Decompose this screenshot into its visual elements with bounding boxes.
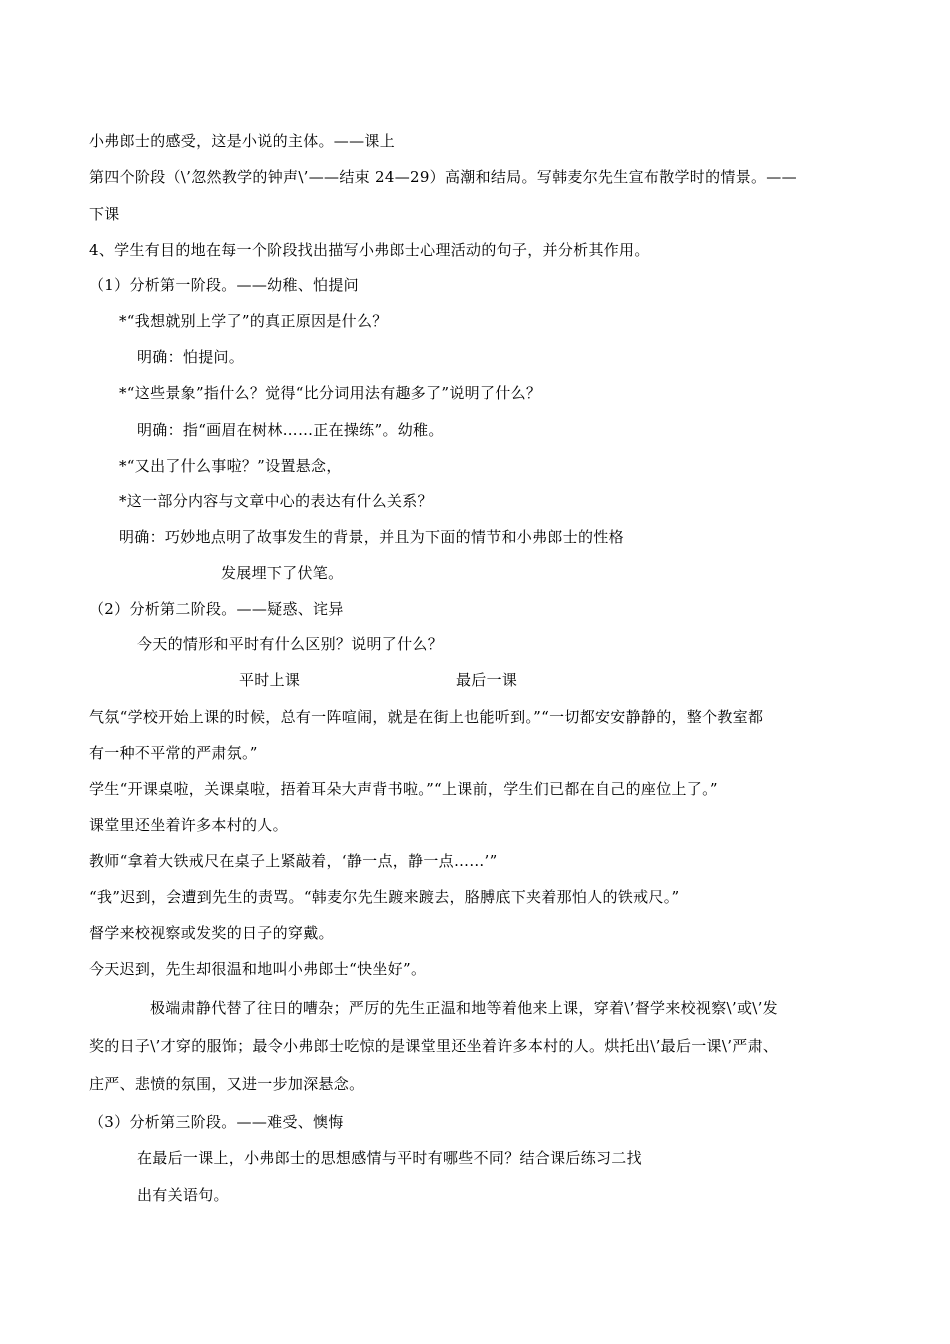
section-heading: （3）分析第三阶段。——难受、懊悔 [89,1113,344,1131]
question-line: *“我想就别上学了”的真正原因是什么？ [119,312,388,330]
comparison-row: 今天迟到，先生却很温和地叫小弗郎士“快坐好”。 [89,960,427,978]
comparison-row: 课堂里还坐着许多本村的人。 [89,816,288,834]
paragraph-line: 庄严、悲愤的氛围，又进一步加深悬念。 [89,1075,365,1093]
comparison-row: “我”迟到，会遭到先生的责骂。“韩麦尔先生踱来踱去，胳膊底下夹着那怕人的铁戒尺。” [89,888,680,906]
text-line: 小弗郎士的感受，这是小说的主体。——课上 [89,132,396,150]
text-line: 4、学生有目的地在每一个阶段找出描写小弗郎士心理活动的句子，并分析其作用。 [89,241,650,259]
paragraph-line: 极端肃静代替了往日的嘈杂；严厉的先生正温和地等着他来上课，穿着\’督学来校视察\’或\’发 [150,999,778,1017]
question-line: 在最后一课上，小弗郎士的思想感情与平时有哪些不同？结合课后练习二找 [137,1149,642,1167]
text-line: 第四个阶段（\’忽然教学的钟声\’——结束 24—29）高潮和结局。写韩麦尔先生宣布散学时的情景。—— [89,168,797,186]
answer-line: 发展埋下了伏笔。 [221,564,344,582]
text-line: 下课 [89,205,120,223]
column-header-usual: 平时上课 [239,671,301,689]
comparison-row: 督学来校视察或发奖的日子的穿戴。 [89,924,334,942]
question-line: *“又出了什么事啦？”设置悬念， [119,457,342,475]
comparison-row: 气氛“学校开始上课的时候，总有一阵喧闹，就是在街上也能听到。”“一切都安安静静的，整个教室都 [89,708,764,726]
answer-line: 明确：怕提问。 [137,348,245,366]
comparison-row: 教师“拿着大铁戒尺在桌子上紧敲着，‘静一点，静一点……’” [89,852,498,870]
question-line: 出有关语句。 [137,1186,229,1204]
section-heading: （1）分析第一阶段。——幼稚、怕提问 [89,276,359,294]
comparison-row: 有一种不平常的严肃氛。” [89,744,258,762]
question-line: 今天的情形和平时有什么区别？说明了什么？ [137,635,444,653]
question-line: *这一部分内容与文章中心的表达有什么关系？ [119,492,433,510]
column-header-last-lesson: 最后一课 [456,671,518,689]
answer-line: 明确：指“画眉在树林……正在操练”。幼稚。 [137,421,444,439]
question-line: *“这些景象”指什么？觉得“比分词用法有趣多了”说明了什么？ [119,384,542,402]
answer-line: 明确：巧妙地点明了故事发生的背景，并且为下面的情节和小弗郎士的性格 [119,528,624,546]
comparison-row: 学生“开课桌啦，关课桌啦，捂着耳朵大声背书啦。”“上课前，学生们已都在自己的座位上了。” [89,780,718,798]
paragraph-line: 奖的日子\’才穿的服饰；最令小弗郎士吃惊的是课堂里还坐着许多本村的人。烘托出\’最后一课\’严肃、 [89,1037,779,1055]
section-heading: （2）分析第二阶段。——疑惑、诧异 [89,600,344,618]
